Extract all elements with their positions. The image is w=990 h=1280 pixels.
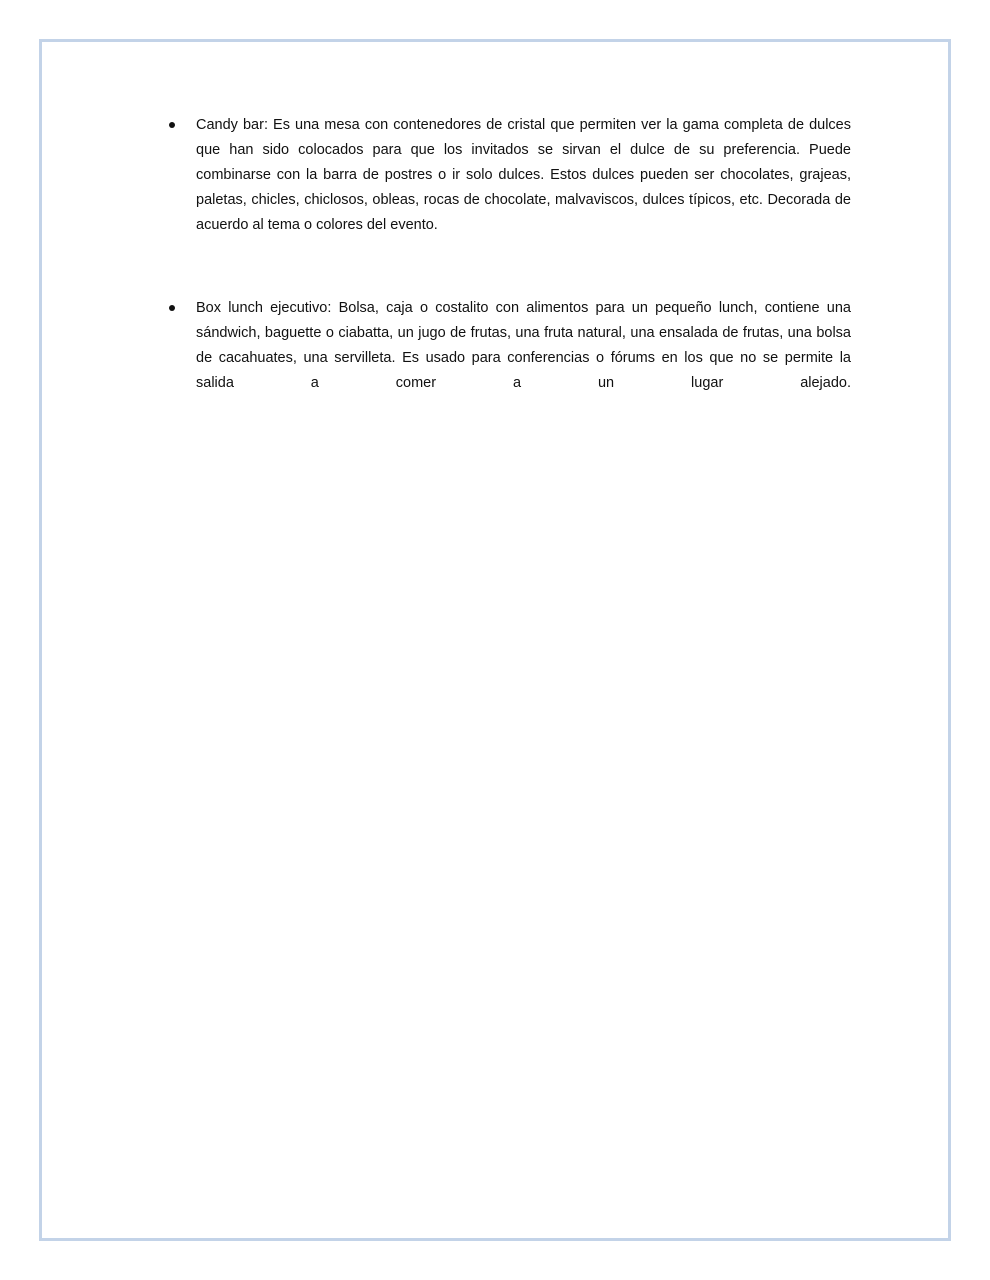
bullet-icon [169, 305, 175, 311]
list-item-box-lunch [196, 296, 851, 396]
list-item-text: Box lunch ejecutivo: Bolsa, caja o costalito con alimentos para un pequeño lunch, contiene una sándwich, baguette o ciabatta, un jugo de frutas, una fruta natural, una ensalada de frutas, una bolsa de cacahuates, una servilleta. Es usado para conferencias o fórums en los que no se permite la salida a comer a un lugar alejado. [196, 300, 851, 391]
list-item-text: Candy bar: Es una mesa con contenedores de cristal que permiten ver la gama completa de dulces que han sido colocados para que los invitados se sirvan el dulce de su preferencia. Puede combinarse con la barra de postres o ir solo dulces. Estos dulces pueden ser chocolates, grajeas, paletas, chicles, chiclosos, obleas, rocas de chocolate, malvaviscos, dulces típicos, etc. Decorada de acuerdo al tema o colores del evento. [196, 117, 851, 233]
list-item-candy-bar [196, 113, 851, 238]
bullet-icon [169, 122, 175, 128]
bullet-list [196, 113, 851, 396]
document-body [196, 113, 851, 396]
